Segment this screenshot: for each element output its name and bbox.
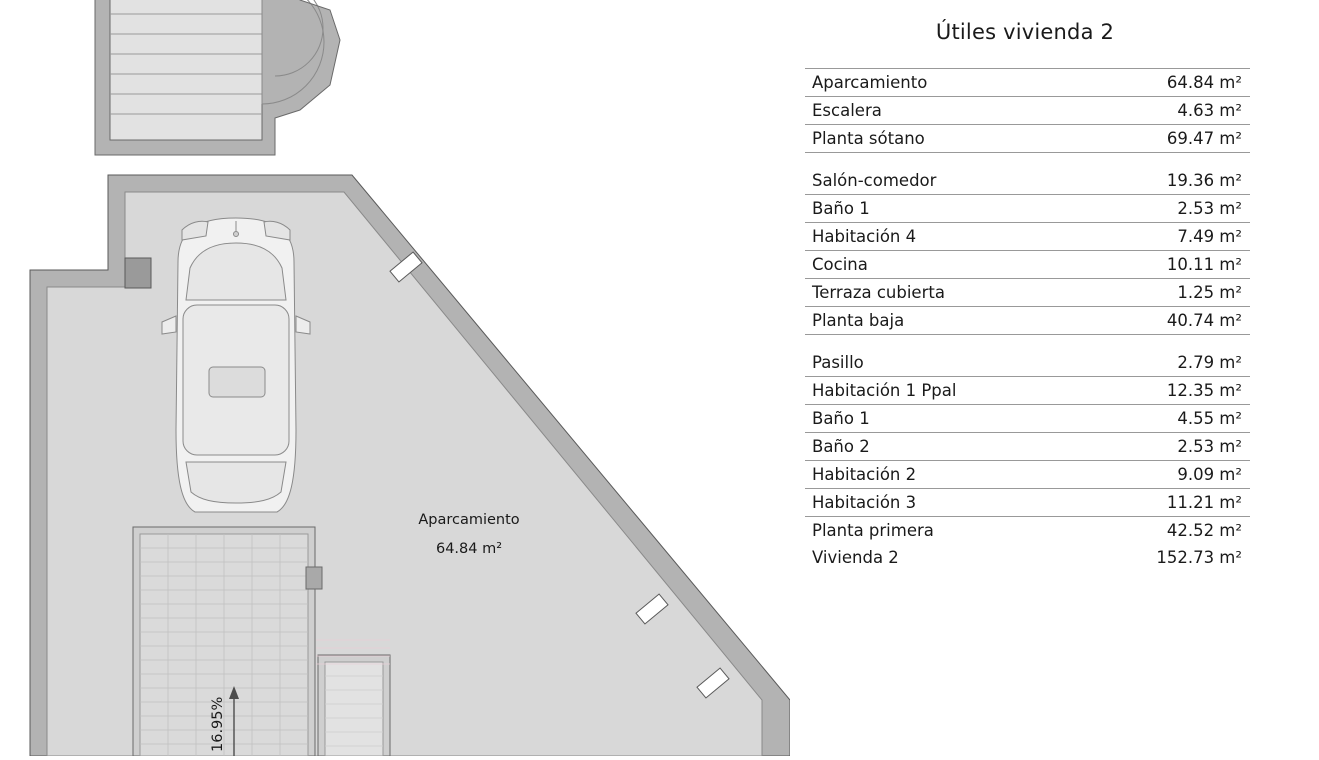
row-value: 2.53 m²: [1074, 433, 1250, 461]
car-sunroof: [209, 367, 265, 397]
table-group-spacer: [805, 153, 1250, 168]
table-row: [805, 167, 1250, 195]
row-label: Planta baja: [805, 307, 1074, 335]
table-row: [805, 433, 1250, 461]
table-row: [805, 195, 1250, 223]
table-row: [805, 69, 1250, 97]
row-label: Baño 2: [805, 433, 1074, 461]
table-row: [805, 377, 1250, 405]
row-value: 4.55 m²: [1074, 405, 1250, 433]
upper-unit-floor: [110, 0, 262, 140]
row-label: Habitación 3: [805, 489, 1074, 517]
row-value: 4.63 m²: [1074, 97, 1250, 125]
table-row: [805, 349, 1250, 377]
table-row: [805, 251, 1250, 279]
row-value: 152.73 m²: [1156, 548, 1242, 567]
row-label: Vivienda 2: [812, 548, 899, 567]
wall-opening-left: [125, 258, 151, 288]
table-row: [805, 125, 1250, 153]
table-row: [805, 307, 1250, 335]
row-value: 10.11 m²: [1074, 251, 1250, 279]
row-label: Aparcamiento: [805, 69, 1074, 97]
table-row: [805, 544, 1250, 571]
row-label: Baño 1: [805, 195, 1074, 223]
table-row: [805, 223, 1250, 251]
car-symbol: [162, 218, 310, 512]
row-label: Planta sótano: [805, 125, 1074, 153]
row-label: Planta primera: [812, 521, 934, 540]
row-value: 11.21 m²: [1074, 489, 1250, 517]
row-label: Terraza cubierta: [805, 279, 1074, 307]
car-rear-window: [186, 462, 286, 503]
row-label: Cocina: [805, 251, 1074, 279]
area-schedule: [800, 0, 1270, 756]
row-value: 64.84 m²: [1074, 69, 1250, 97]
row-label: Habitación 4: [805, 223, 1074, 251]
table-row: [805, 517, 1250, 545]
ramp-kerb: [306, 567, 322, 589]
row-value: 7.49 m²: [1074, 223, 1250, 251]
row-value: 19.36 m²: [1074, 167, 1250, 195]
parking-area-value: 64.84 m²: [435, 541, 503, 557]
table-row: [805, 405, 1250, 433]
row-label: Habitación 2: [805, 461, 1074, 489]
row-label: Habitación 1 Ppal: [805, 377, 1074, 405]
table-row: [805, 461, 1250, 489]
row-value: 1.25 m²: [1074, 279, 1250, 307]
upper-unit-group: [95, 0, 340, 155]
row-value: 40.74 m²: [1074, 307, 1250, 335]
row-label: Salón-comedor: [805, 167, 1074, 195]
schedule-title: Útiles vivienda 2: [935, 20, 1115, 44]
row-value: 42.52 m²: [1166, 521, 1242, 540]
row-label: Pasillo: [805, 349, 1074, 377]
table-row: [805, 489, 1250, 517]
row-label: Baño 1: [805, 405, 1074, 433]
row-value: 69.47 m²: [1074, 125, 1250, 153]
parking-area-label: Aparcamiento: [418, 512, 520, 528]
row-value: 2.53 m²: [1074, 195, 1250, 223]
row-value: 9.09 m²: [1074, 461, 1250, 489]
table-row: [805, 279, 1250, 307]
row-value: 12.35 m²: [1074, 377, 1250, 405]
schedule-table-wrap: [805, 68, 1250, 571]
row-label: Escalera: [805, 97, 1074, 125]
ramp-slope-label: 16.95%: [210, 696, 226, 752]
table-group-spacer: [805, 335, 1250, 350]
table-row: [805, 97, 1250, 125]
car-hood-badge: [234, 232, 239, 237]
schedule-table: [805, 68, 1250, 571]
row-value: 2.79 m²: [1074, 349, 1250, 377]
